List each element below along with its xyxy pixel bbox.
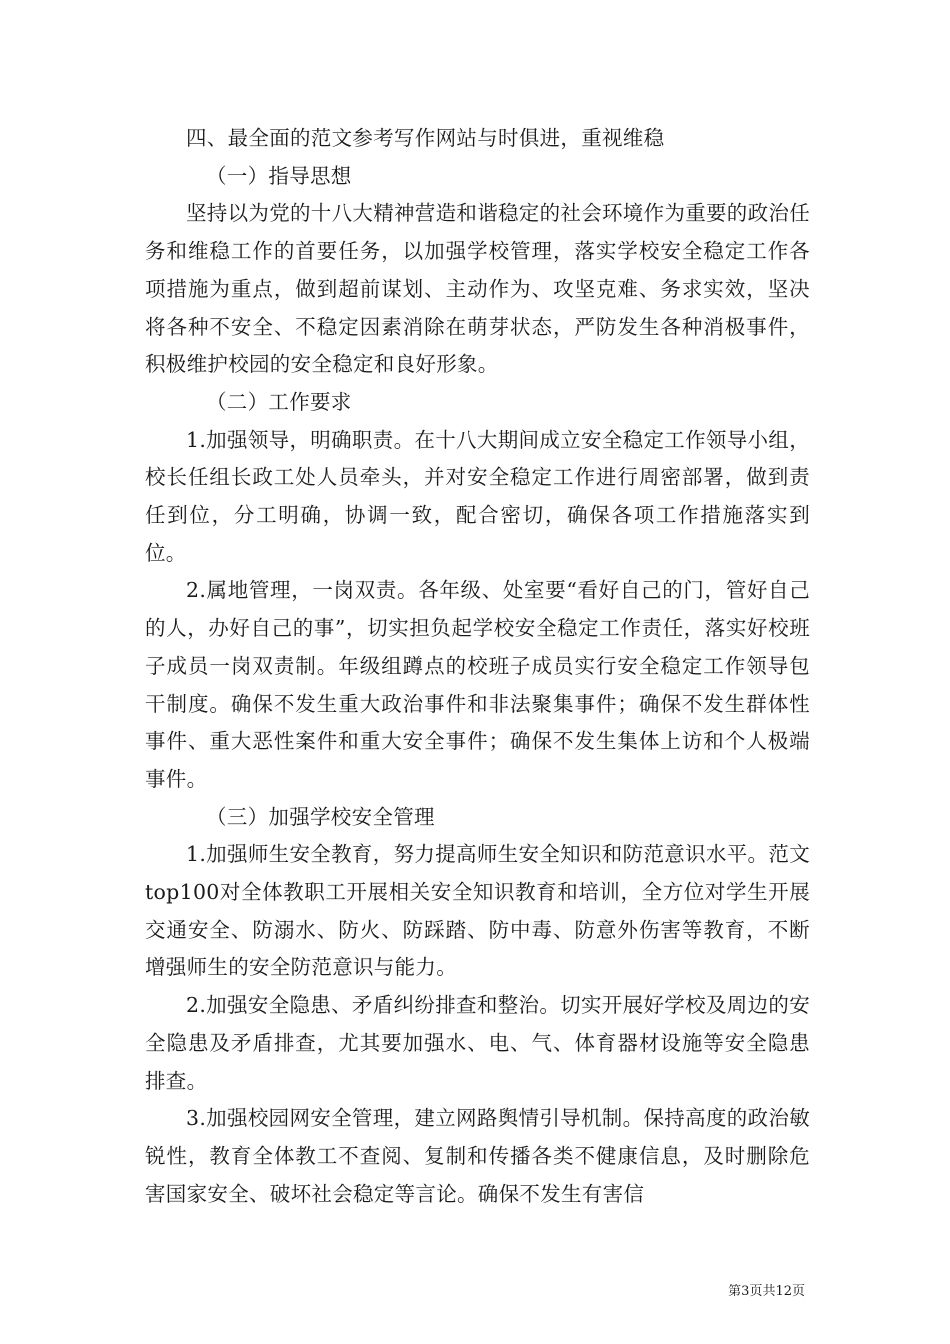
paragraph-safety-1: 1.加强师生安全教育，努力提高师生安全知识和防范意识水平。范文top100对全体教职工开展相关安全知识教育和培训，全方位对学生开展交通安全、防溺水、防火、防踩踏、防中毒、防意外伤害等教育，不断增强师生的安全防范意识与能力。 (145, 842, 810, 980)
paragraph-safety-3: 3.加强校园网安全管理，建立网路舆情引导机制。保持高度的政治敏锐性，教育全体教工不查阅、复制和传播各类不健康信息，及时删除危害国家安全、破坏社会稳定等言论。确保不发生有害信 (145, 1106, 810, 1206)
document-body (145, 120, 810, 1213)
paragraph-safety-2: 2.加强安全隐患、矛盾纠纷排查和整治。切实开展好学校及周边的安全隐患及矛盾排查，尤其要加强水、电、气、体育器材设施等安全隐患排查。 (145, 993, 810, 1093)
subheading-guiding-ideology: （一）指导思想 (206, 163, 352, 188)
subheading-work-requirements: （二）工作要求 (206, 389, 352, 414)
paragraph-requirement-1: 1.加强领导，明确职责。在十八大期间成立安全稳定工作领导小组，校长任组长政工处人员牵头，并对安全稳定工作进行周密部署，做到责任到位，分工明确，协调一致，配合密切，确保各项工作措施落实到位。 (145, 427, 810, 565)
paragraph-guiding-ideology: 坚持以为党的十八大精神营造和谐稳定的社会环境作为重要的政治任务和维稳工作的首要任务，以加强学校管理，落实学校安全稳定工作各项措施为重点，做到超前谋划、主动作为、攻坚克难、务求实效，坚决将各种不安全、不稳定因素消除在萌芽状态，严防发生各种消极事件，积极维护校园的安全稳定和良好形象。 (145, 201, 810, 377)
paragraph-requirement-2: 2.属地管理，一岗双责。各年级、处室要“看好自己的门，管好自己的人，办好自己的事”，切实担负起学校安全稳定工作责任，落实好校班子成员一岗双责制。年级组蹲点的校班子成员实行安全稳定工作领导包干制度。确保不发生重大政治事件和非法聚集事件；确保不发生群体性事件、重大恶性案件和重大安全事件；确保不发生集体上访和个人极端事件。 (145, 578, 810, 791)
page-number: 第3页共12页 (728, 1284, 805, 1299)
section-four-title: 四、最全面的范文参考写作网站与时俱进，重视维稳 (186, 126, 665, 150)
subheading-school-safety: （三）加强学校安全管理 (206, 804, 435, 829)
